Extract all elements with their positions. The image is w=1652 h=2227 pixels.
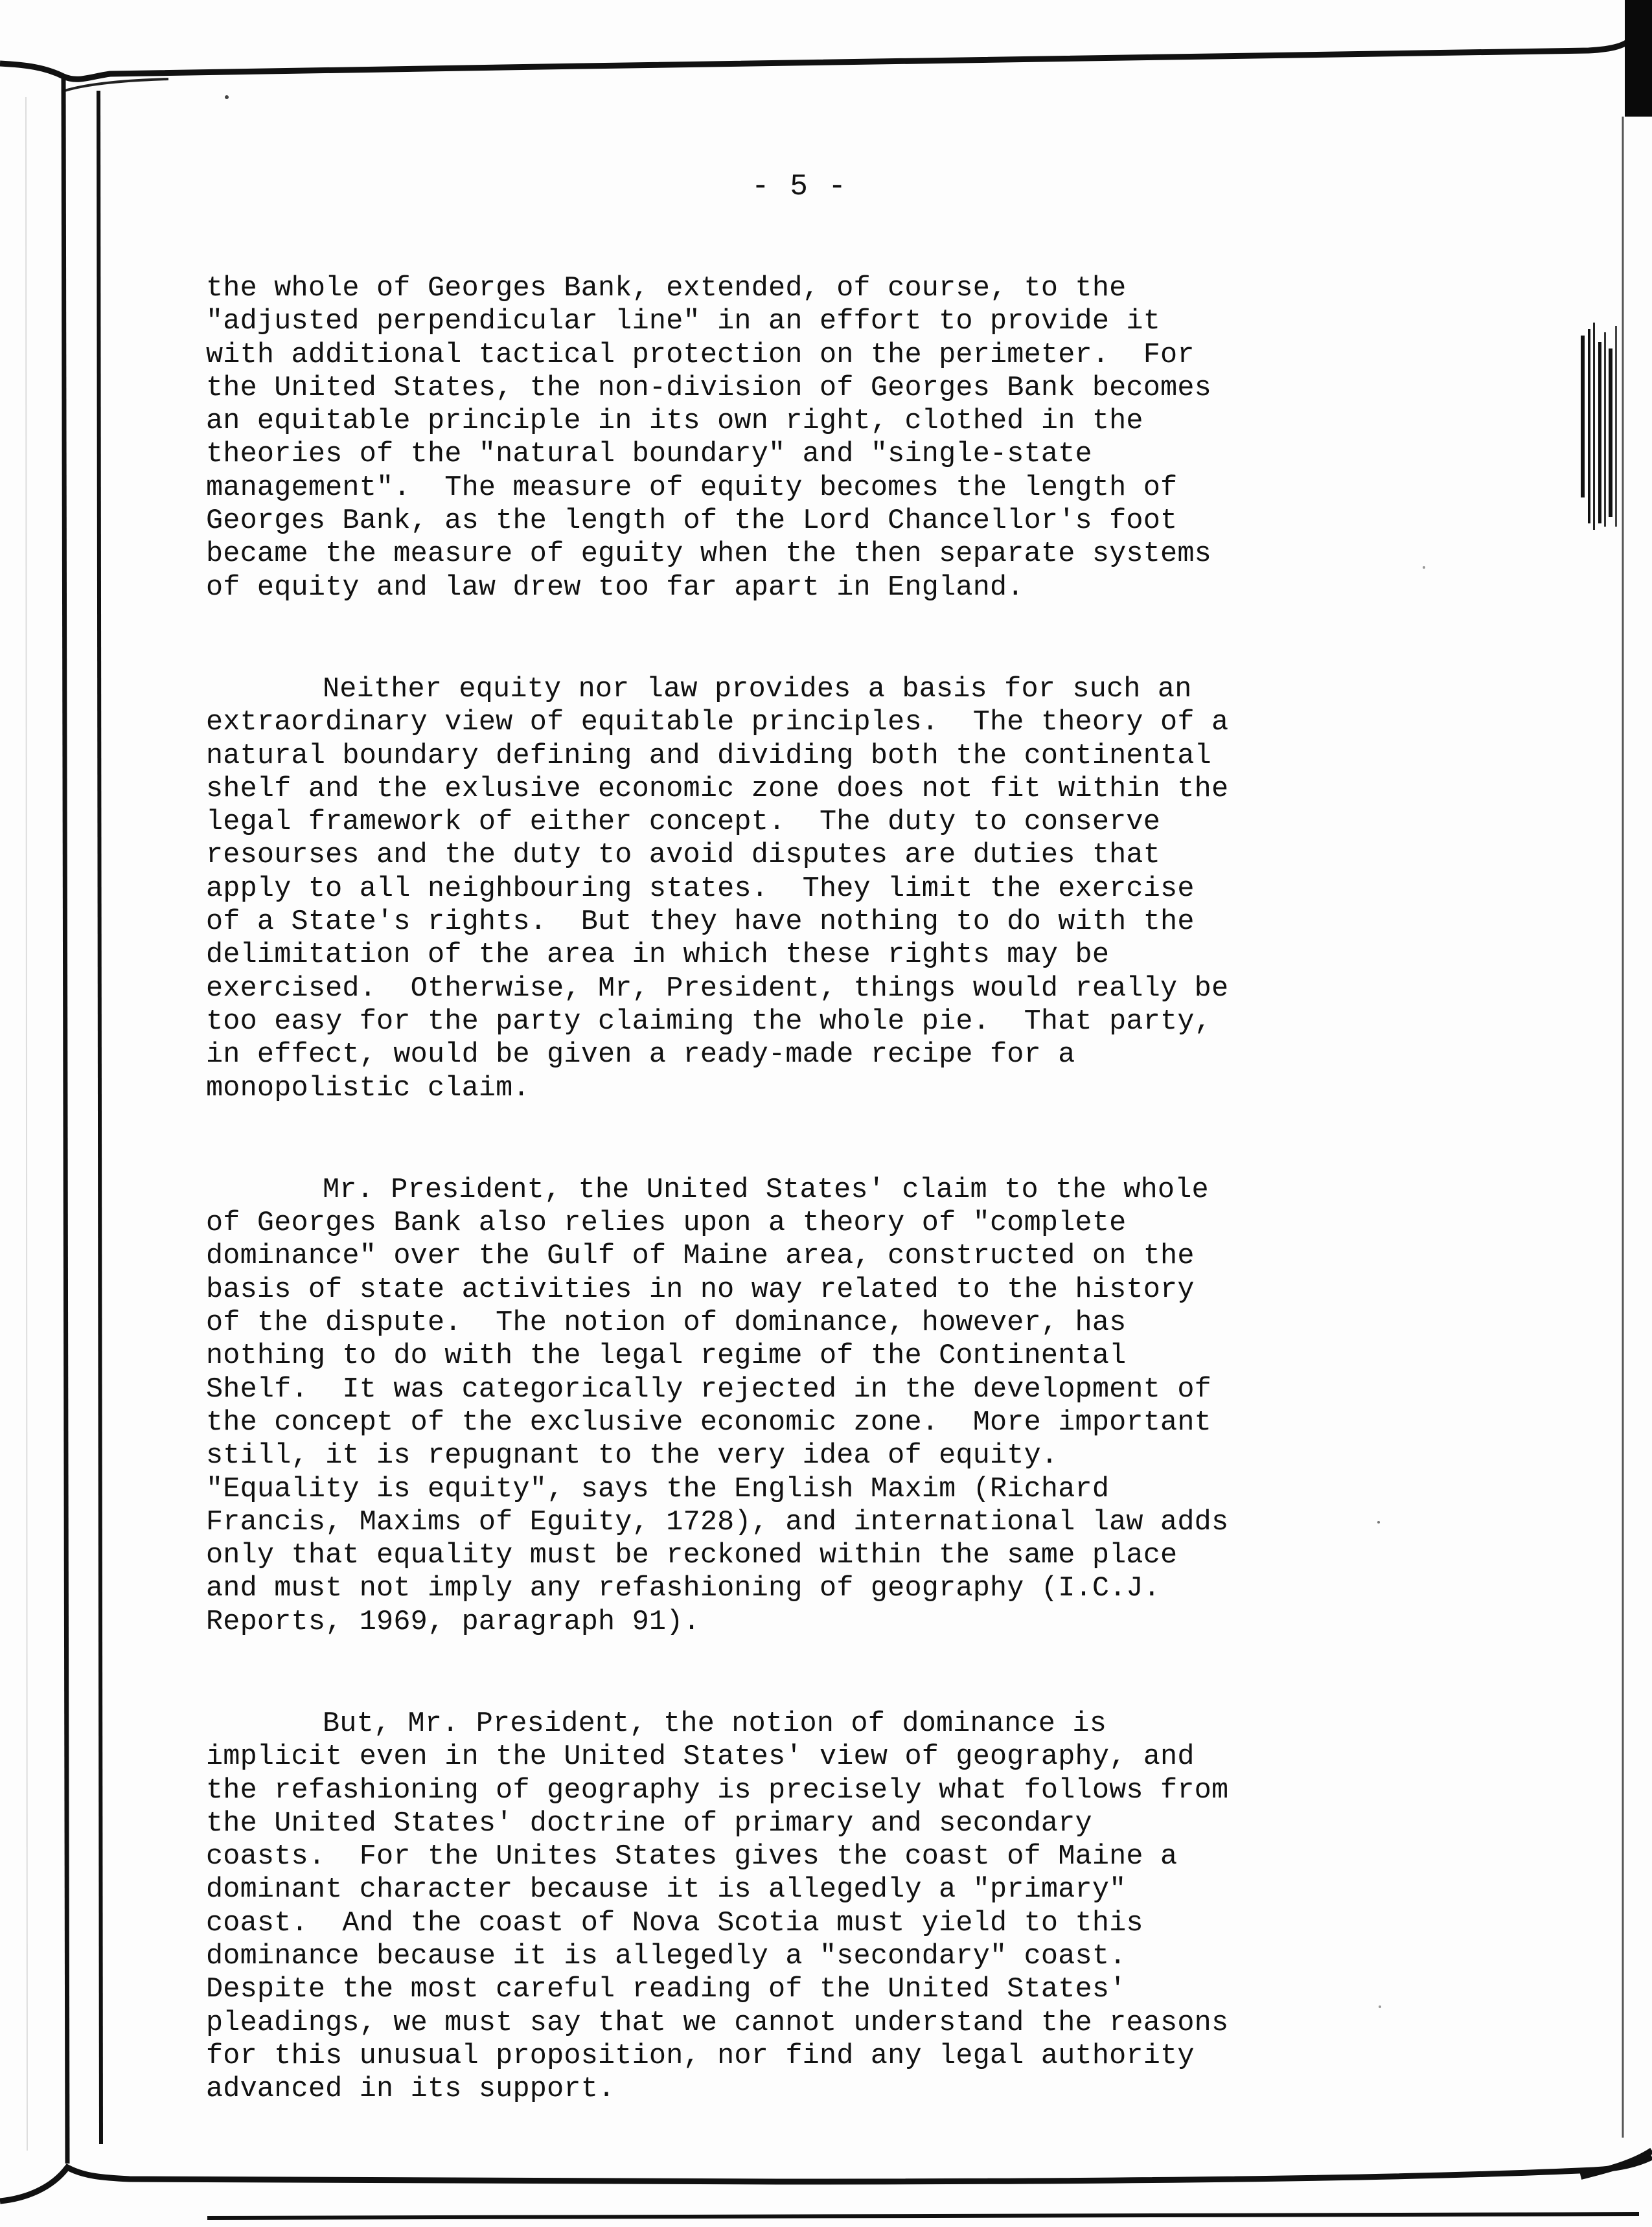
text-line: dominance because it is allegedly a "secondary" coast. (206, 1941, 1127, 1973)
text-line: implicit even in the United States' view of geography, and (206, 1741, 1195, 1774)
text-line: advanced in its support. (206, 2073, 615, 2106)
page-number: - 5 - (751, 170, 848, 203)
text-line: of Georges Bank also relies upon a theory of "complete (206, 1207, 1127, 1240)
text-line: Reports, 1969, paragraph 91). (206, 1606, 700, 1638)
text-line: management". The measure of equity becomes the length of (206, 472, 1178, 504)
text-line: of equity and law drew too far apart in England. (206, 571, 1024, 604)
text-line: with additional tactical protection on the perimeter. For (206, 339, 1195, 371)
text-line: pleadings, we must say that we cannot understand the reasons (206, 2007, 1229, 2039)
text-line: still, it is repugnant to the very idea of equity. (206, 1440, 1059, 1472)
body-text (206, 272, 1392, 2175)
paragraph (206, 673, 1392, 1105)
text-line: the refashioning of geography is precisely what follows from (206, 1774, 1229, 1807)
text-line: the whole of Georges Bank, extended, of course, to the (206, 273, 1127, 304)
text-line: coasts. For the Unites States gives the coast of Maine a (206, 1841, 1178, 1873)
text-line: delimitation of the area in which these rights may be (206, 939, 1110, 972)
text-line: too easy for the party claiming the whole pie. That party, (206, 1005, 1211, 1038)
text-line: resourses and the duty to avoid disputes are duties that (206, 839, 1161, 872)
text-line: in effect, would be given a ready-made recipe for a (206, 1039, 1075, 1071)
text-line: But, Mr. President, the notion of dominance is (323, 1707, 1107, 1740)
text-line: coast. And the coast of Nova Scotia must yield to this (206, 1907, 1143, 1939)
text-line: Shelf. It was categorically rejected in the development of (206, 1373, 1211, 1406)
text-line: shelf and the exlusive economic zone does not fit within the (206, 773, 1229, 805)
text-line: theories of the "natural boundary" and "single-state (206, 439, 1092, 471)
text-line: "adjusted perpendicular line" in an effort to provide it (206, 306, 1161, 338)
text-line: the concept of the exclusive economic zone. More important (206, 1406, 1211, 1439)
text-line: exercised. Otherwise, Mr, President, things would really be (206, 972, 1229, 1005)
paragraph (206, 1707, 1392, 2107)
text-line: monopolistic claim. (206, 1072, 530, 1104)
text-line: and must not imply any refashioning of geography (I.C.J. (206, 1573, 1161, 1605)
text-line: Despite the most careful reading of the United States' (206, 1974, 1127, 2006)
text-line: "Equality is equity", says the English Maxim (Richard (206, 1473, 1110, 1505)
text-line: basis of state activities in no way related to the history (206, 1273, 1195, 1306)
text-line: dominance" over the Gulf of Maine area, constructed on the (206, 1240, 1195, 1273)
text-line: the United States, the non-division of Georges Bank becomes (206, 372, 1211, 404)
text-line: legal framework of either concept. The duty to conserve (206, 806, 1161, 839)
paragraph (206, 1174, 1392, 1639)
text-line: the United States' doctrine of primary and secondary (206, 1807, 1092, 1840)
text-line: only that equality must be reckoned within the same place (206, 1540, 1178, 1572)
text-line: natural boundary defining and dividing both the continental (206, 740, 1211, 772)
text-line: for this unusual proposition, nor find any legal authority (206, 2040, 1195, 2072)
text-line: extraordinary view of equitable principles. The theory of a (206, 707, 1229, 739)
text-line: of a State's rights. But they have nothing to do with the (206, 906, 1195, 939)
text-line: dominant character because it is allegedly a "primary" (206, 1874, 1127, 1906)
text-line: Georges Bank, as the length of the Lord Chancellor's foot (206, 505, 1178, 538)
paragraph (206, 272, 1392, 604)
text-line: Mr. President, the United States' claim to the whole (323, 1174, 1209, 1206)
text-line: nothing to do with the legal regime of the Continental (206, 1340, 1127, 1373)
text-line: apply to all neighbouring states. They limit the exercise (206, 873, 1195, 905)
margin-scan-marks (1579, 323, 1620, 536)
text-line: became the measure of eguity when the then separate systems (206, 538, 1211, 571)
text-line: Neither equity nor law provides a basis for such an (323, 673, 1192, 705)
text-line: an equitable principle in its own right, clothed in the (206, 405, 1143, 438)
text-line: Francis, Maxims of Eguity, 1728), and international law adds (206, 1506, 1229, 1538)
text-line: of the dispute. The notion of dominance, however, has (206, 1307, 1127, 1340)
